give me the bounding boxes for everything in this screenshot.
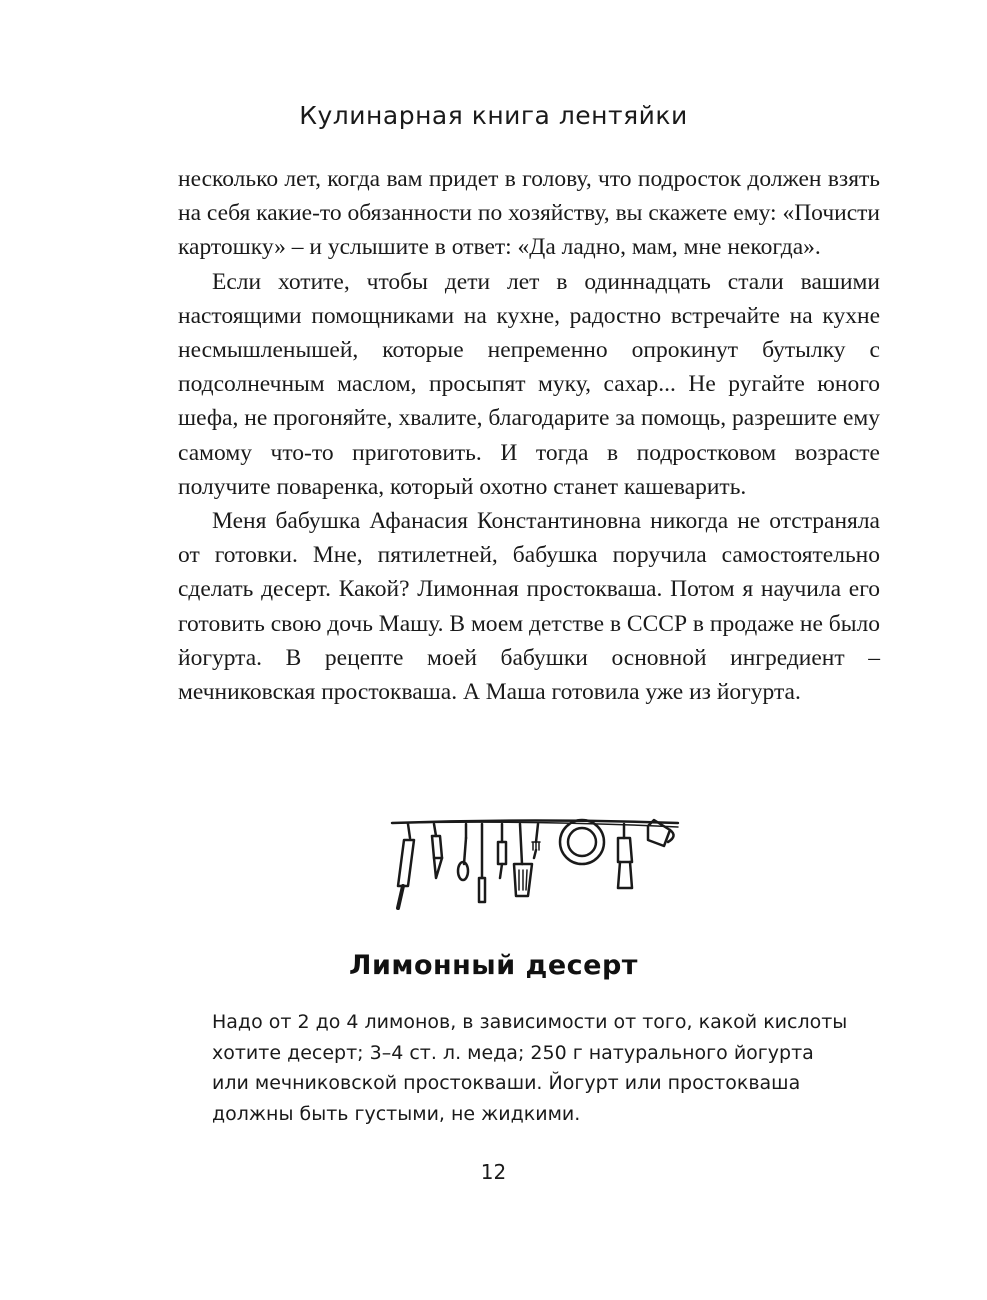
- running-title: Кулинарная книга лентяйки: [299, 101, 688, 130]
- ingredients-paragraph: Надо от 2 до 4 лимонов, в зависимости от того, какой кислоты хотите десерт; 3–4 ст. л. меда; 250 г натурального йогурта или мечниковской простокваши. Йогурт или простокваша должны быть густыми, не жидкими.: [212, 1011, 848, 1125]
- paragraph: Если хотите, чтобы дети лет в одиннадцать стали вашими настоящими помощниками на кухне, радостно встречайте на кухне несмышленышей, которые непременно опрокинут бутылку с подсолнечным маслом, просыпят муку, сахар... Не ругайте юного шефа, не прогоняйте, хвалите, благодарите за помощь, разрешите ему самому что-то приготовить. И тогда в подростковом возрасте получите поваренка, который охотно станет кашеварить.: [178, 268, 880, 500]
- paragraph: Меня бабушка Афанасия Константиновна никогда не отстраняла от готовки. Мне, пятилетней, бабушка поручила самостоятельно сделать десерт. Какой? Лимонная простокваша. Потом я научила его готовить свою дочь Машу. В моем детстве в СССР в продаже не было йогурта. В рецепте моей бабушки основной ингредиент – мечниковская простокваша. А Маша готовила уже из йогурта.: [178, 508, 880, 706]
- kitchen-utensils-icon: [386, 818, 686, 918]
- page-number: 12: [480, 1160, 507, 1184]
- recipe-title: Лимонный десерт: [349, 950, 638, 981]
- paragraph: несколько лет, когда вам придет в голову, что подросток должен взять на себя какие-то обязанности по хозяйству, вы скажете ему: «Почисти картошку» – и услышите в ответ: «Да ладно, мам, мне некогда».: [178, 166, 880, 261]
- ingredients-text: [212, 1007, 852, 1129]
- main-text: [178, 162, 880, 709]
